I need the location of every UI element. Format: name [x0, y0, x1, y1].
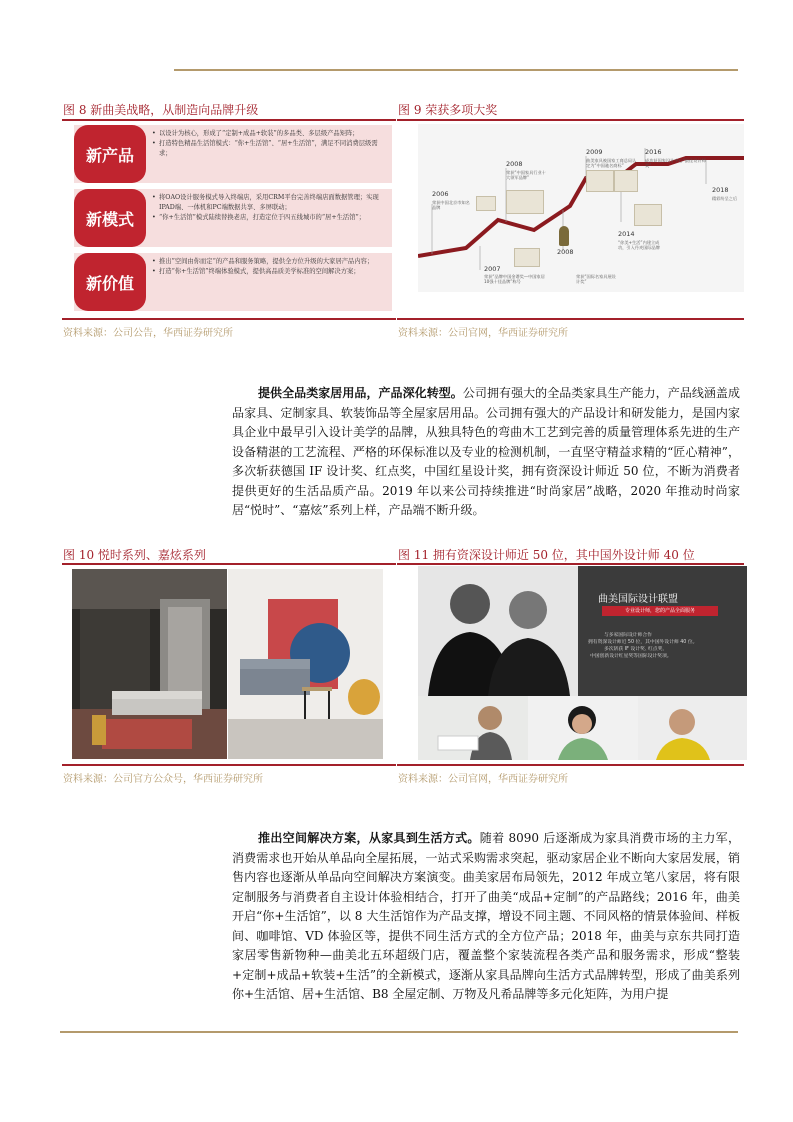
header-rule: [174, 69, 738, 71]
figure8-bullet: • 将OAO设计服务模式导入终端店，采用CRM平台完善终端店面数据管理；实现IPAD端、一体机和PC端数据共享、多屏联动；: [152, 193, 388, 213]
figure11-top-rule: [397, 563, 744, 565]
alliance-line: 拥有资深设计师近 50 位，其中国外设计师 40 位。: [588, 640, 698, 645]
figure10-title: 图 10 悦时系列、嘉炫系列: [63, 548, 206, 562]
award-photo: [634, 204, 662, 226]
footer-rule: [60, 1031, 738, 1033]
award-photo: [506, 190, 544, 214]
paragraph-lead: 推出空间解决方案，从家具到生活方式。: [258, 831, 480, 845]
figure10-source: 资料来源：公司官方公众号，华西证券研究所: [63, 774, 263, 785]
award-photo: [476, 196, 496, 211]
trophy-icon: [559, 226, 569, 246]
award-photo: [614, 170, 638, 192]
figure9-title: 图 9 荣获多项大奖: [398, 103, 498, 117]
figure8-bullets: [152, 129, 388, 159]
designers-photo: [418, 566, 578, 696]
paragraph-body: 随着 8090 后逐渐成为家具消费市场的主力军，消费需求也开始从单品向全屋拓展，一站式采购需求突起，驱动家居企业不断向大家居发展，销售内容也逐渐从单品向空间解决方案演变。曲美家居布局领先，2012 年成立笔八家居，将有限定制服务与消费者自主设计体验相结合，打开了曲美“成品+定制”的产品路线；2016 年，曲美开启“你+生活馆”，以 8 大生活馆作为产品支撑，增设不同主题、不同风格的情景体验间、样板间、咖啡馆、VD 体验区等，提供不同生活方式的全方位产品；2018 年，曲美与京东共同打造家居零售新物种—曲美北五环超级门店，覆盖整个家装流程各类产品和服务需求，形成“整装+定制+成品+软装+生活”的全新模式，逐渐从家具品牌向生活方式品牌转型，形成了曲美系列你+生活馆、居+生活馆、B8 全屋定制、万物及凡希品牌等多元化矩阵，为用户提: [232, 831, 740, 1001]
milestone-caption: 荣获“中国家具行业十大领军品牌”: [506, 170, 546, 181]
figure9-bottom-rule: [397, 318, 744, 320]
alliance-subheading: 专业设计师，您的产品全面服务: [602, 606, 718, 616]
figure8-bullet: • “你+生活馆”模式陆续替换老店，打造定位于四五线城市的“居+生活馆”；: [152, 213, 388, 223]
figure11-bottom-rule: [397, 764, 744, 766]
figure8-bullets: [152, 257, 388, 277]
figure8-title: 图 8 新曲美战略，从制造向品牌升级: [63, 103, 259, 117]
figure10-bottom-rule: [62, 764, 396, 766]
alliance-line: 与多家国际设计师合作: [604, 633, 652, 638]
milestone-year: 2018: [712, 186, 729, 194]
award-photo: [514, 248, 540, 267]
alliance-line: 多次斩获 IF 设计奖、: [604, 647, 650, 652]
figure8-row-product: [74, 125, 392, 183]
alliance-line: 中国创新设计红星奖等国际设计奖项。: [590, 654, 672, 659]
milestone-year: 2016: [645, 148, 662, 156]
milestone-year: 2014: [618, 230, 635, 238]
figure9-top-rule: [397, 119, 744, 121]
milestone-year: 2008: [506, 160, 523, 168]
figure8-label: 新产品: [74, 125, 146, 183]
figure8-label: 新模式: [74, 189, 146, 247]
figure9-source: 资料来源：公司官网，华西证券研究所: [398, 328, 568, 339]
alliance-heading: 曲美国际设计联盟: [598, 594, 678, 605]
milestone-caption: 成功获国家设计中心“最佳设计师奖”: [645, 158, 706, 169]
figure11-title: 图 11 拥有资深设计师近 50 位，其中国外设计师 40 位: [398, 548, 695, 562]
milestone-caption: 荣获“国际名家具展设计奖”: [576, 274, 616, 285]
milestone-year: 2006: [432, 190, 449, 198]
paragraph-lead: 提供全品类家居用品，产品深化转型。: [258, 386, 463, 400]
figure9-timeline: [418, 124, 744, 292]
figure8-bullet: • 推出”空间由你而定“的产品和服务策略，提供全方位升级的大家居产品内容；: [152, 257, 388, 267]
alliance-line: 红点奖、: [648, 647, 668, 652]
design-alliance-panel: [578, 566, 747, 696]
figure8-row-model: [74, 189, 392, 247]
living-room-photo-1: [72, 569, 227, 759]
figure8-bullet: • 以设计为核心，形成了“定制+成品+软装”的多品类、多层级产品矩阵；: [152, 129, 388, 139]
milestone-caption: 荣获中国北京市知名品牌: [432, 200, 470, 211]
figure8-label: 新价值: [74, 253, 146, 311]
paragraph-space-solutions: [232, 829, 740, 1005]
living-room-photo-2: [228, 569, 383, 759]
award-photo: [586, 170, 614, 192]
milestone-year: 2007: [484, 265, 501, 273]
figure11-source: 资料来源：公司官网，华西证券研究所: [398, 774, 568, 785]
milestone-caption: “你美+生活”内建立成功，引入丹麦国际品牌: [618, 240, 660, 251]
figure8-source: 资料来源：公司公告，华西证券研究所: [63, 328, 233, 339]
figure8-row-value: [74, 253, 392, 311]
milestone-caption: 精彩纷呈之后: [712, 196, 738, 201]
figure10-top-rule: [62, 563, 396, 565]
paragraph-body: 公司拥有强大的全品类家具生产能力，产品线涵盖成品家具、定制家具、软装饰品等全屋家居用品。公司拥有强大的产品设计和研发能力，是国内家具企业中最早引入设计美学的品牌，从独具特色的弯曲木工艺到完善的质量管理体系先进的生产设备精湛的工艺流程、严格的环保标准以及专业的检测机制，一直坚守精益求精的“匠心精神”，多次斩获德国 IF 设计奖、红点奖，中国红星设计奖，拥有资深设计师近 50 位，不断为消费者提供更好的生活品质产品。2019 年以来公司持续推进“时尚家居”战略，2020 年推动时尚家居“悦时”、“嘉炫”系列上样，产品端不断升级。: [232, 386, 740, 517]
milestone-caption: 荣获“品牌中国金谱奖—中国家居10强十佳品牌”称号: [484, 274, 545, 285]
figure8-bullet: • 打造“你+生活馆”终端体验模式，提供高品质美学标准的空间解决方案；: [152, 267, 388, 277]
milestone-year: 2009: [586, 148, 603, 156]
paragraph-products: [232, 384, 740, 521]
milestone-caption: 曲美家具被国家工商总局认定为“中国驰名商标”: [586, 158, 637, 169]
figure8-top-rule: [62, 119, 396, 121]
figure8-bottom-rule: [62, 318, 396, 320]
designer-portraits: [418, 696, 747, 760]
figure8-bullets: [152, 193, 388, 223]
milestone-year: 2008: [557, 248, 574, 256]
figure8-bullet: • 打造特色精品生活馆模式：“你+生活馆”、“居+生活馆”，满足不同消费层级需求；: [152, 139, 388, 159]
